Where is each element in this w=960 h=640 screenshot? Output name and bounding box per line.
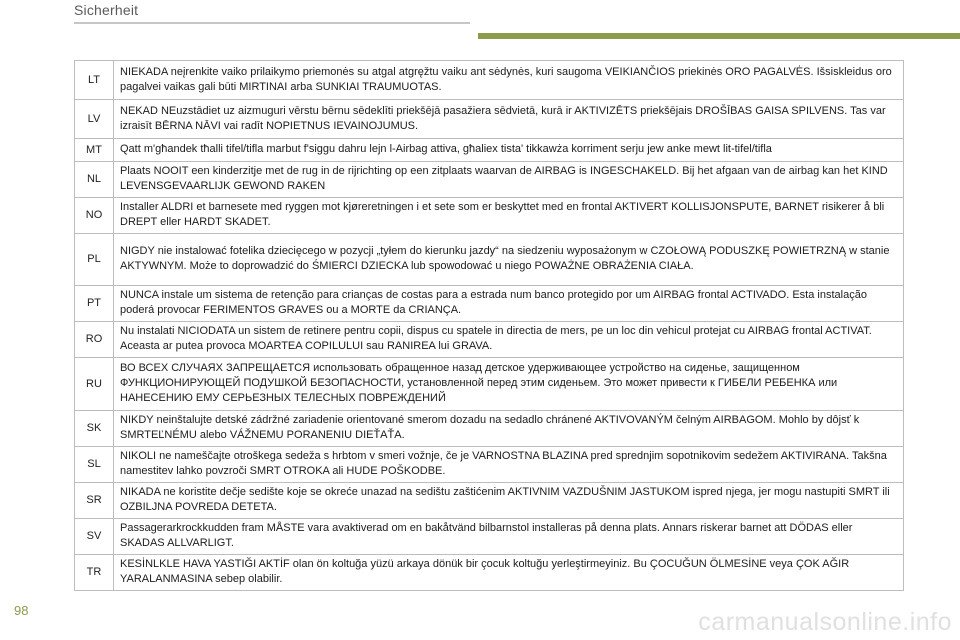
warning-text: NIGDY nie instalować fotelika dziecięcego w pozycji „tyłem do kierunku jazdy“ na siedzeniu wyposażonym w CZOŁOWĄ PODUSZKĘ POWIETRZNĄ w stanie AKTYWNYM. Może to doprowadzić do ŚMIERCI DZIECKA lub spowodować u niego POWAŻNE OBRAŻENIA CIAŁA. (114, 234, 904, 286)
warning-text: Installer ALDRI et barnesete med ryggen mot kjøreretningen i et sete som er beskyttet med en frontal AKTIVERT KOLLISJONSPUTE, BARNET risikerer å bli DREPT eller HARDT SKADET. (114, 198, 904, 234)
table-row (75, 61, 904, 100)
language-code: RU (75, 358, 114, 411)
language-code: SV (75, 519, 114, 555)
table-row (75, 519, 904, 555)
warning-text: KESİNLKLE HAVA YASTIĞI AKTİF olan ön koltuğa yüzü arkaya dönük bir çocuk koltuğu yerleştirmeyiniz. Bu ÇOCUĞUN ÖLMESİNE veya ÇOK AĞIR YARALANMASINA sebep olabilir. (114, 555, 904, 591)
warning-text: NIKOLI ne nameščajte otroškega sedeža s hrbtom v smeri vožnje, če je VARNOSTNA BLAZINA pred sprednjim sopotnikovim sedežem AKTIVIRANA. Takšna namestitev lahko povzroči SMRT OTROKA ali HUDE POŠKODBE. (114, 447, 904, 483)
warning-text: Nu instalati NICIODATA un sistem de retinere pentru copii, dispus cu spatele in directia de mers, pe un loc din vehicul protejat cu AIRBAG frontal ACTIVAT. Aceasta ar putea provoca MOARTEA COPILULUI sau RANIREA lui GRAVA. (114, 322, 904, 358)
language-code: PL (75, 234, 114, 286)
table-row (75, 411, 904, 447)
table-row (75, 100, 904, 139)
table-body (75, 61, 904, 591)
language-code: SK (75, 411, 114, 447)
language-code: LV (75, 100, 114, 139)
warning-text: NUNCA instale um sistema de retenção para crianças de costas para a estrada num banco protegido por um AIRBAG frontal ACTIVADO. Esta instalação poderá provocar FERIMENTOS GRAVES ou a MORTE da CRIANÇA. (114, 286, 904, 322)
language-code: TR (75, 555, 114, 591)
table-row (75, 555, 904, 591)
language-code: MT (75, 139, 114, 162)
warning-text: Qatt m'għandek tħalli tifel/tifla marbut f'siggu dahru lejn l-Airbag attiva, għaliex tista' tikkawża korriment serju jew anke mewt lit-tifel/tifla (114, 139, 904, 162)
warning-text: NEKAD NEuzstādiet uz aizmuguri vērstu bērnu sēdeklīti priekšējā pasažiera sēdvietā, kurā ir AKTIVIZĒTS priekšējais DROŠĪBAS GAISA SPILVENS. Tas var izraisīt BĒRNA NĀVI vai radīt NOPIETNUS IEVAINOJUMUS. (114, 100, 904, 139)
section-title: Sicherheit (74, 2, 139, 18)
warning-text: NIKDY neinštalujte detské zádržné zariadenie orientované smerom dozadu na sedadlo chránené AKTIVOVANÝM čelným AIRBAGOM. Mohlo by dôjsť k SMRTEĽNÉMU alebo VÁŽNEMU PORANENIU DIEŤAŤA. (114, 411, 904, 447)
warning-text: NIEKADA neįrenkite vaiko prilaikymo priemonės su atgal atgręžtu vaiku ant sėdynės, kuri saugoma VEIKIANČIOS priekinės ORO PAGALVĖS. Išsiskleidus oro pagalvei vaikas gali būti MIRTINAI arba SUNKIAI TRAUMUOTAS. (114, 61, 904, 100)
table-row (75, 198, 904, 234)
language-code: PT (75, 286, 114, 322)
language-code: LT (75, 61, 114, 100)
table-row (75, 162, 904, 198)
airbag-warning-table (74, 60, 904, 591)
table-row (75, 234, 904, 286)
language-code: NL (75, 162, 114, 198)
warning-text: NIKADA ne koristite dečje sedište koje se okreće unazad na sedištu zaštićenim AKTIVNIM VAZDUŠNIM JASTUKOM ispred njega, jer mogu nastupiti SMRT ili OZBILJNA POVREDA DETETA. (114, 483, 904, 519)
language-code: SL (75, 447, 114, 483)
header-accent-bar (478, 33, 960, 39)
language-code: RO (75, 322, 114, 358)
language-code: NO (75, 198, 114, 234)
warning-text: ВО ВСЕХ СЛУЧАЯХ ЗАПРЕЩАЕТСЯ использовать обращенное назад детское удерживающее устройство на сиденье, защищенном ФУНКЦИОНИРУЮЩЕЙ ПОДУШКОЙ БЕЗОПАСНОСТИ, установленной перед этим сиденьем. Это может привести к ГИБЕЛИ РЕБЕНКА или НАНЕСЕНИЮ ЕМУ СЕРЬЕЗНЫХ ТЕЛЕСНЫХ ПОВРЕЖДЕНИЙ (114, 358, 904, 411)
page-number: 98 (14, 603, 29, 618)
table-row (75, 286, 904, 322)
table-row (75, 483, 904, 519)
table-row (75, 447, 904, 483)
warning-text: Plaats NOOIT een kinderzitje met de rug in de rijrichting op een zitplaats waarvan de AIRBAG is INGESCHAKELD. Bij het afgaan van de airbag kan het KIND LEVENSGEVAARLIJK GEWOND RAKEN (114, 162, 904, 198)
watermark: carmanualsonline.info (698, 608, 952, 636)
table-row (75, 322, 904, 358)
table-row (75, 139, 904, 162)
language-code: SR (75, 483, 114, 519)
table-row (75, 358, 904, 411)
header-rule-left (74, 22, 470, 24)
warning-text: Passagerarkrockkudden fram MÅSTE vara avaktiverad om en bakåtvänd bilbarnstol installeras på denna plats. Annars riskerar barnet att DÖDAS eller SKADAS ALLVARLIGT. (114, 519, 904, 555)
